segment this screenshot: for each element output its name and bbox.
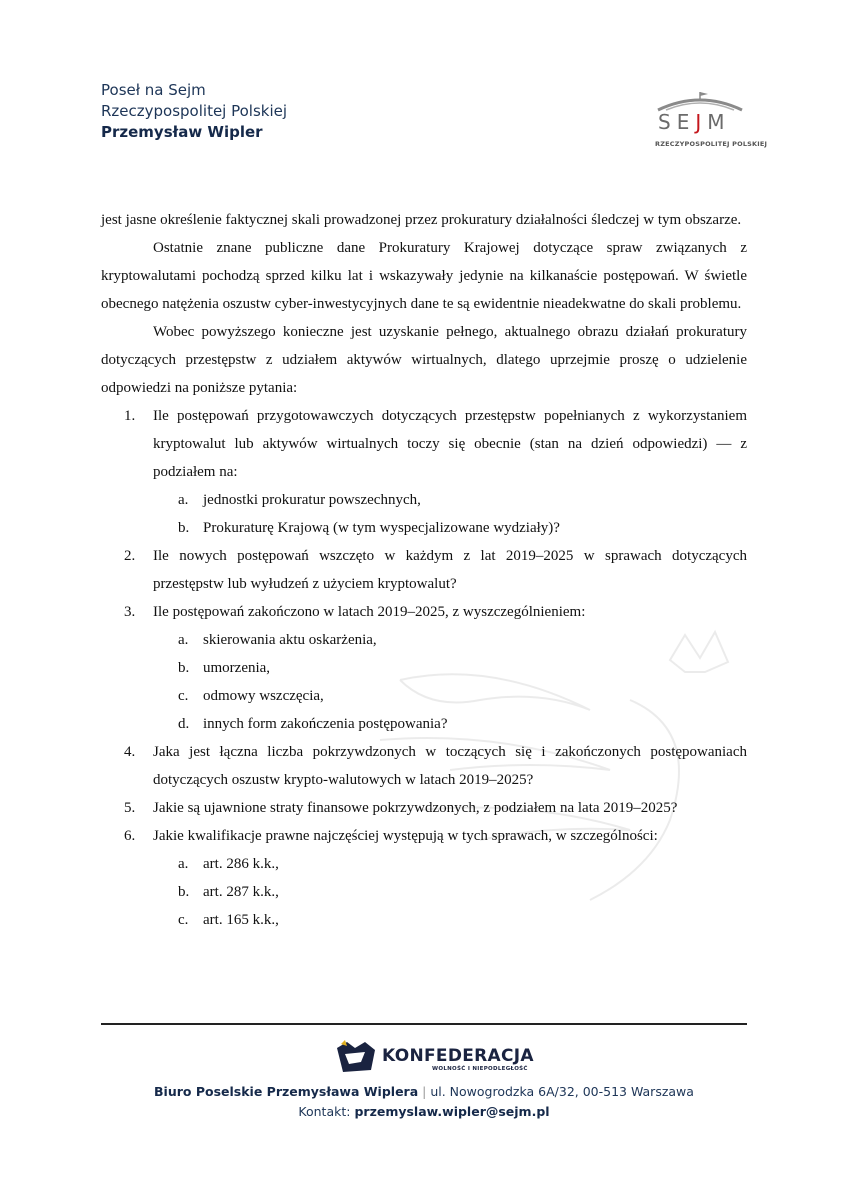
letter-body xyxy=(101,206,747,934)
footer-address-line xyxy=(101,1082,747,1102)
header-title-line2: Rzeczypospolitej Polskiej xyxy=(101,102,288,120)
header-title-line1: Poseł na Sejm xyxy=(101,81,206,99)
question-subitem xyxy=(101,514,747,542)
sejm-logo-letters-right: M xyxy=(707,110,731,134)
question-number: 1. xyxy=(124,408,136,424)
question-text: Ile postępowań przygotowawczych dotyczących przestępstw popełnianych z wykorzystaniem kryptowalut lub aktywów wirtualnych toczy się obecnie (stan na dzień odpowiedzi) — z podziałem na: xyxy=(153,408,747,480)
footer-office-name: Biuro Poselskie Przemysława Wiplera xyxy=(154,1084,419,1099)
subitem-letter: b. xyxy=(178,884,190,900)
question-text: Jakie są ujawnione straty finansowe pokrzywdzonych, z podziałem na lata 2019–2025? xyxy=(153,800,678,816)
header-mp-name: Przemysław Wipler xyxy=(101,123,263,141)
subitem-text: art. 286 k.k., xyxy=(203,856,279,872)
footer-contact-label: Kontakt: xyxy=(298,1104,351,1119)
subitem-letter: a. xyxy=(178,632,189,648)
question-subitem xyxy=(101,710,747,738)
subitem-letter: a. xyxy=(178,856,189,872)
question-subitem xyxy=(101,878,747,906)
question-item xyxy=(101,738,747,794)
subitem-text: odmowy wszczęcia, xyxy=(203,688,324,704)
subitem-letter: c. xyxy=(178,688,189,704)
sejm-logo-letters-left: SE xyxy=(658,110,696,134)
sejm-logo-letter-red: J xyxy=(695,110,708,134)
subitem-letter: b. xyxy=(178,660,190,676)
question-item xyxy=(101,794,747,822)
header-mp-title xyxy=(101,80,287,143)
question-text: Ile nowych postępowań wszczęto w każdym z lat 2019–2025 w sprawach dotyczących przestępstw lub wyłudzeń z użyciem kryptowalut? xyxy=(153,548,747,592)
body-paragraph-2: Ostatnie znane publiczne dane Prokuratury Krajowej dotyczące spraw związanych z kryptowalutami pochodzą sprzed kilku lat i wskazywały jedynie na kilkanaście postępowań. W świetle obecnego natężenia oszustw cyber-inwestycyjnych dane te są ewidentnie nieadekwatne do skali problemu. xyxy=(101,240,747,312)
subitem-text: Prokuraturę Krajową (w tym wyspecjalizowane wydziały)? xyxy=(203,520,560,536)
subitem-letter: d. xyxy=(178,716,190,732)
body-paragraph-1: jest jasne określenie faktycznej skali prowadzonej przez prokuratury działalności śledczej w tym obszarze. xyxy=(101,212,742,228)
sejm-logo-subtitle: RZECZYPOSPOLITEJ POLSKIEJ xyxy=(655,140,768,148)
subitem-text: umorzenia, xyxy=(203,660,271,676)
question-subitem xyxy=(101,654,747,682)
question-number: 5. xyxy=(124,800,136,816)
question-subitem xyxy=(101,850,747,878)
subitem-letter: b. xyxy=(178,520,190,536)
question-subitem xyxy=(101,682,747,710)
question-text: Jakie kwalifikacje prawne najczęściej występują w tych sprawach, w szczególności: xyxy=(153,828,658,844)
subitem-text: art. 165 k.k., xyxy=(203,912,279,928)
subitem-text: skierowania aktu oskarżenia, xyxy=(203,632,377,648)
question-text: Ile postępowań zakończono w latach 2019–2025, z wyszczególnieniem: xyxy=(153,604,586,620)
footer-contact-line xyxy=(101,1102,747,1122)
question-number: 3. xyxy=(124,604,136,620)
subitem-text: art. 287 k.k., xyxy=(203,884,279,900)
question-number: 6. xyxy=(124,828,136,844)
subitem-letter: c. xyxy=(178,912,189,928)
question-item xyxy=(101,598,747,626)
question-number: 2. xyxy=(124,548,136,564)
question-item xyxy=(101,542,747,598)
footer-org-name: KONFEDERACJA xyxy=(382,1046,534,1066)
question-text: Jaka jest łączna liczba pokrzywdzonych w toczących się i zakończonych postępowaniach dotyczących oszustw krypto-walutowych w latach 2019–2025? xyxy=(153,744,747,788)
body-paragraph-3: Wobec powyższego konieczne jest uzyskanie pełnego, aktualnego obrazu działań prokuratury dotyczących przestępstw z udziałem aktywów wirtualnych, dlatego uprzejmie proszę o udzielenie odpowiedzi na poniższe pytania: xyxy=(101,324,747,396)
subitem-text: innych form zakończenia postępowania? xyxy=(203,716,448,732)
question-subitem xyxy=(101,626,747,654)
question-subitem xyxy=(101,486,747,514)
footer-divider xyxy=(101,1023,747,1025)
question-item xyxy=(101,822,747,850)
question-item xyxy=(101,402,747,486)
footer-separator: | xyxy=(422,1084,427,1099)
footer-address: ul. Nowogrodzka 6A/32, 00-513 Warszawa xyxy=(430,1084,694,1099)
footer-contact-block xyxy=(101,1082,747,1122)
subitem-text: jednostki prokuratur powszechnych, xyxy=(203,492,421,508)
questions-list xyxy=(101,402,747,934)
sejm-logo-wordmark xyxy=(658,110,731,134)
footer-org-tagline: WOLNOŚĆ I NIEPODLEGŁOŚĆ xyxy=(432,1066,528,1072)
subitem-letter: a. xyxy=(178,492,189,508)
question-number: 4. xyxy=(124,744,136,760)
question-subitem xyxy=(101,906,747,934)
footer-email-link[interactable]: przemyslaw.wipler@sejm.pl xyxy=(354,1104,550,1119)
